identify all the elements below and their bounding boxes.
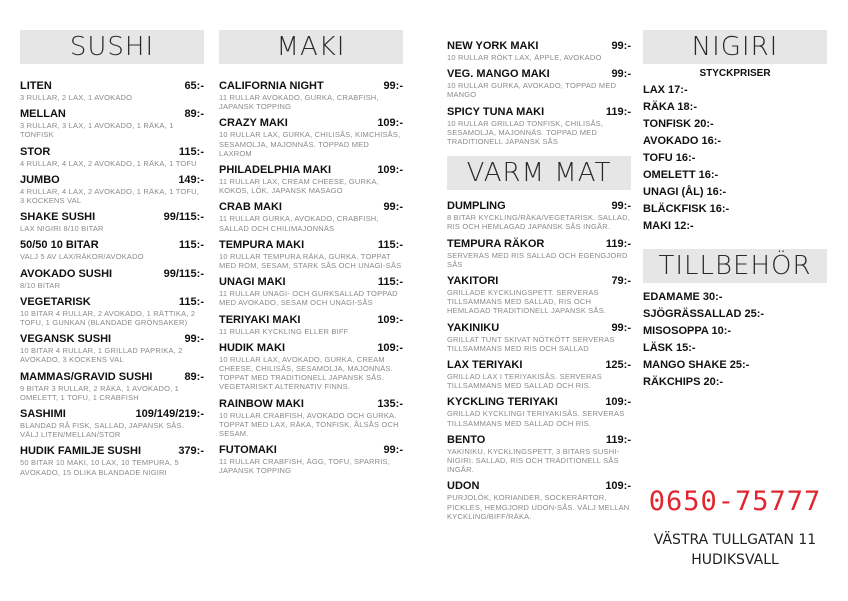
menu-item (447, 238, 631, 269)
maki-section (219, 30, 403, 476)
menu-item (219, 276, 403, 307)
menu-item-row (219, 80, 403, 93)
menu-item-row (20, 445, 204, 458)
nigiri-item: LAX 17:- (643, 84, 688, 96)
menu-item-description: GRILLAT TUNT SKIVAT NÖTKÖTT SERVERAS TILLSAMMANS MED RIS OCH SALLAD (447, 334, 615, 353)
menu-item (20, 296, 204, 327)
menu-item-description: 10 RULLAR LAX, GURKA, CHILISÅS, KIMCHISÅS, SESAMOLJA, MAJONNÄS. TOPPAD MED LAXROM (219, 130, 401, 158)
menu-item-name: 50/50 10 BITAR (20, 239, 99, 252)
nigiri-item: UNAGI (ÅL) 16:- (643, 186, 727, 198)
menu-item-price: 149:- (178, 173, 204, 186)
menu-item-price: 79:- (611, 275, 631, 288)
menu-item-row (20, 296, 204, 309)
menu-item (20, 211, 204, 233)
menu-item (20, 146, 204, 168)
varm-mat-list (447, 200, 631, 521)
menu-item-description: SERVERAS MED RIS SALLAD OCH EGENGJORD SÅS (447, 250, 628, 269)
tillbehor-item: SJÖGRÄSSALLAD 25:- (643, 308, 765, 320)
menu-item-name: UNAGI MAKI (219, 276, 286, 289)
menu-item-price: 99/115:- (163, 267, 204, 280)
menu-item-row (447, 238, 631, 251)
nigiri-item: OMELETT 16:- (643, 169, 719, 181)
menu-item-price: 115:- (178, 145, 204, 158)
menu-item-price: 89:- (184, 108, 204, 121)
menu-item-description: PURJOLÖK, KORIANDER, SOCKERÄRTOR, PICKLES, HEMGJORD UDON-SÅS. VÄLJ MELLAN KYCKLING/BIFF/RÄKA. (447, 493, 630, 521)
tillbehor-list (643, 289, 827, 391)
menu-item (219, 398, 403, 439)
nigiri-item: BLÄCKFISK 16:- (643, 203, 730, 215)
menu-item-row (219, 398, 403, 411)
menu-item-description: 10 RULLAR RÖKT LAX, ÄPPLE, AVOKADO (447, 53, 602, 62)
menu-item-row (20, 211, 204, 224)
menu-item-name: DUMPLING (447, 200, 506, 213)
menu-item-row (20, 239, 204, 252)
menu-item-row (447, 200, 631, 213)
menu-item (20, 268, 204, 290)
menu-item-price: 109/149/219:- (135, 408, 204, 421)
menu-item-row (219, 314, 403, 327)
menu-item-description: VALJ 5 AV LAX/RÄKOR/AVOKADO (20, 252, 144, 262)
nigiri-item: RÄKA 18:- (643, 101, 697, 113)
menu-item (20, 408, 204, 439)
maki-header: MAKI (219, 30, 403, 64)
tillbehor-item: RÄKCHIPS 20:- (643, 376, 724, 388)
menu-item-description: YAKINIKU, KYCKLINGSPETT, 3 BITARS SUSHI-NIGIRI. SALLAD, RIS OCH TRADITIONELL SÅS INGÅR. (447, 446, 620, 475)
tillbehor-item: LÄSK 15:- (643, 342, 696, 354)
menu-item-description: 4 RULLAR, 4 LAX, 2 AVOKADO, 1 RÄKA, 1 TOFU, 3 KOCKENS VAL (20, 186, 200, 206)
menu-item-description: 11 RULLAR AVOKADO, GURKA, CRABFISH, JAPANSK TOPPING (219, 93, 379, 112)
menu-item-price: 109:- (377, 313, 403, 326)
menu-item (20, 174, 204, 205)
menu-item-name: YAKITORI (447, 275, 499, 288)
menu-item (447, 106, 631, 147)
menu-item-price: 99:- (383, 444, 403, 457)
menu-item-row (219, 276, 403, 289)
menu-item-description: 8/10 BITAR (20, 280, 61, 290)
menu-item-name: JUMBO (20, 173, 60, 186)
varm-mat-header: VARM MAT (447, 156, 631, 190)
menu-item-description: 3 RULLAR, 2 LAX, 1 AVOKADO (20, 93, 133, 102)
address-street: VÄSTRA TULLGATAN 11 (653, 532, 817, 548)
menu-item-price: 109:- (605, 480, 631, 493)
menu-item-description: 50 BITAR 10 MAKI, 10 LAX, 10 TEMPURA, 5 AVOKADO, 15 OLIKA BLANDADE NIGIRI (20, 458, 179, 477)
menu-item-name: BENTO (447, 433, 486, 446)
menu-item-name: TERIYAKI MAKI (219, 313, 301, 326)
menu-item-row (219, 117, 403, 130)
menu-item-price: 109:- (605, 396, 631, 409)
menu-item-row (219, 201, 403, 214)
menu-item-row (20, 80, 204, 93)
nigiri-subtitle: STYCKPRISER (699, 68, 771, 79)
menu-item (219, 314, 403, 336)
menu-item-description: LAX NIGIRI 8/10 BITAR (20, 224, 104, 234)
menu-item (447, 359, 631, 390)
menu-item-name: SPICY TUNA MAKI (447, 105, 545, 118)
menu-item-name: MAMMAS/GRAVID SUSHI (20, 370, 153, 383)
menu-item-price: 99:- (383, 80, 403, 92)
sushi-list (20, 80, 204, 477)
menu-item (219, 164, 403, 195)
menu-item-description: 8 BITAR KYCKLING/RÄKA/VEGETARISK. SALLAD, RIS OCH HEMLAGAD JAPANSK SÅS INGÅR. (447, 213, 630, 232)
menu-item-price: 109:- (377, 117, 403, 130)
menu-item (447, 40, 631, 62)
menu-item-row (447, 480, 631, 493)
menu-item-name: MELLAN (20, 108, 66, 121)
menu-item-row (20, 268, 204, 281)
menu-item-description: 10 RULLAR CRABFISH, AVOKADO OCH GURKA. TOPPAT MED LAX, RÄKA, TONFISK, ÅLSÅS OCH SESAM. (219, 410, 399, 439)
menu-item (219, 117, 403, 158)
menu-item-name: TEMPURA RÄKOR (447, 237, 545, 250)
menu-item-name: LAX TERIYAKI (447, 359, 523, 372)
menu-item-row (20, 408, 204, 421)
menu-item-name: HUDIK MAKI (219, 341, 285, 354)
menu-item-row (20, 333, 204, 346)
tillbehor-header: TILLBEHÖR (643, 249, 827, 283)
nigiri-item: TOFU 16:- (643, 152, 696, 164)
menu-item-price: 65:- (184, 80, 204, 92)
menu-item-name: NEW YORK MAKI (447, 40, 539, 52)
menu-item-description: 10 RULLAR GURKA, AVOKADO, TOPPAD MED MANGO (447, 81, 617, 100)
column-four (643, 30, 827, 391)
menu-item-price: 99:- (383, 201, 403, 214)
menu-item-price: 99/115:- (163, 211, 204, 224)
menu-item-row (219, 444, 403, 457)
maki-list (219, 80, 403, 476)
menu-item (447, 275, 631, 316)
menu-item (447, 68, 631, 99)
menu-item-price: 115:- (178, 295, 204, 308)
nigiri-header: NIGIRI (643, 30, 827, 64)
menu-item-price: 379:- (178, 445, 204, 458)
menu-item-name: LITEN (20, 80, 52, 92)
menu-item-name: CALIFORNIA NIGHT (219, 80, 324, 92)
nigiri-item: MAKI 12:- (643, 220, 694, 232)
menu-item-description: GRILLAD LAX I TERIYAKISÅS. SERVERAS TILLSAMMANS MED SALLAD OCH RIS. (447, 372, 602, 391)
menu-item-price: 115:- (178, 239, 204, 252)
menu-item-row (447, 275, 631, 288)
menu-item (447, 396, 631, 427)
menu-item (447, 322, 631, 353)
nigiri-list (643, 82, 827, 235)
menu-item-price: 99:- (611, 321, 631, 334)
tillbehor-item: MISOSOPPA 10:- (643, 325, 732, 337)
menu-item-name: CRAB MAKI (219, 201, 282, 214)
nigiri-item: AVOKADO 16:- (643, 135, 722, 147)
sushi-section (20, 30, 204, 477)
menu-item-name: YAKINIKU (447, 321, 500, 334)
menu-item (219, 444, 403, 475)
address-city: HUDIKSVALL (691, 552, 779, 568)
menu-item-price: 99:- (611, 200, 631, 213)
menu-item-row (447, 434, 631, 447)
menu-item-price: 109:- (377, 164, 403, 177)
menu-item (20, 108, 204, 139)
menu-item-name: TEMPURA MAKI (219, 238, 305, 251)
menu-item (447, 434, 631, 475)
menu-item-description: 10 RULLAR LAX, AVOKADO, GURKA, CREAM CHEESE, CHILISÅS, SESAMOLJA, MAJONNÄS. TOPPAT MED TRADITIONELL JAPANSK SÅS. VEGETARISKT ALTERNATIV FINNS. (219, 354, 393, 392)
address (643, 530, 827, 570)
menu-item (20, 445, 204, 476)
menu-item-name: KYCKLING TERIYAKI (447, 396, 558, 409)
menu-item-row (219, 342, 403, 355)
menu-item-description: BLANDAD RÅ FISK, SALLAD, JAPANSK SÅS. VÄLJ LITEN/MELLAN/STOR (20, 421, 184, 440)
menu-item-price: 99:- (611, 40, 631, 52)
menu-item (447, 200, 631, 231)
menu-item-row (447, 40, 631, 53)
menu-item-price: 119:- (605, 237, 631, 250)
menu-item-price: 119:- (605, 433, 631, 446)
menu-item-name: VEG. MANGO MAKI (447, 68, 550, 81)
menu-item (219, 80, 403, 111)
menu-item-price: 89:- (184, 370, 204, 383)
menu-item-row (20, 146, 204, 159)
menu-item-row (447, 106, 631, 119)
menu-item (20, 80, 204, 102)
menu-item-description: GRILLAD KYCKLINGI TERIYAKISÅS. SERVERAS TILLSAMMANS MED SALLAD OCH RIS. (447, 409, 625, 428)
menu-item-price: 125:- (605, 359, 631, 372)
menu-item-name: VEGANSK SUSHI (20, 333, 112, 346)
menu-item (447, 480, 631, 521)
menu-item-name: STOR (20, 145, 51, 158)
menu-item-price: 119:- (605, 105, 631, 118)
menu-item-name: VEGETARISK (20, 295, 91, 308)
nigiri-item: TONFISK 20:- (643, 118, 714, 130)
menu-item (20, 333, 204, 364)
phone-number[interactable]: 0650-75777 (648, 486, 822, 517)
menu-item-price: 115:- (377, 276, 403, 289)
menu-item-price: 99:- (184, 333, 204, 346)
menu-item (219, 239, 403, 270)
menu-item-name: CRAZY MAKI (219, 117, 288, 130)
menu-item-price: 115:- (377, 238, 403, 251)
menu-item-name: FUTOMAKI (219, 444, 277, 457)
menu-item-description: 11 RULLAR UNAGI- OCH GURKSALLAD TOPPAD MED AVOKADO, SESAM OCH UNAGI-SÅS (219, 289, 398, 308)
menu-item-description: 11 RULLAR LAX, CREAM CHEESE, GURKA, KOKOS, LÖK, JAPANSK MASAGO (219, 177, 379, 196)
menu-item-description: 10 BITAR 4 RULLAR, 1 GRILLAD PAPRIKA, 2 AVOKADO, 3 KOCKENS VAL (20, 346, 183, 365)
menu-item-row (219, 164, 403, 177)
menu-item-description: 10 BITAR 4 RULLAR, 2 AVOKADO, 1 RÄTTIKA, 2 TOFU, 1 GUNKAN (BLANDADE GRÖNSAKER) (20, 308, 196, 328)
menu-item-price: 109:- (377, 341, 403, 354)
menu-item-row (20, 174, 204, 187)
menu-item-name: UDON (447, 480, 480, 493)
menu-item-description: 11 RULLAR CRABFISH, ÄGG, TOFU, SPARRIS, JAPANSK TOPPING (219, 457, 391, 476)
menu-item-description: 3 RULLAR, 3 LAX, 1 AVOKADO, 1 RÄKA, 1 TONFISK (20, 121, 174, 140)
menu-item-name: AVOKADO SUSHI (20, 267, 113, 280)
menu-item (219, 201, 403, 232)
menu-item-row (447, 68, 631, 81)
menu-item-row (20, 108, 204, 121)
menu-item-row (219, 239, 403, 252)
menu-item-description: 9 BITAR 3 RULLAR, 2 RÄKA, 1 AVOKADO, 1 OMELETT, 1 TOFU, 1 CRABFISH (20, 383, 180, 402)
menu-item-price: 99:- (611, 68, 631, 81)
menu-item-description: 11 RULLAR GURKA, AVOKADO, CRABFISH, SALLAD OCH CHILIMAJONNÄS (219, 214, 379, 233)
menu-item-row (447, 396, 631, 409)
menu-item (20, 371, 204, 402)
menu-item-description: 10 RULLAR TEMPURA RÄKA, GURKA. TOPPAT MED ROM, SESAM, STARK SÅS OCH UNAGI-SÅS (219, 251, 402, 271)
sushi-header: SUSHI (20, 30, 204, 64)
menu-item-description: GRILLADE KYCKLINGSPETT. SERVERAS TILLSAMMANS MED SALLAD, RIS OCH HEMLAGAD TRADITIONELL JAPANSK SÅS. (447, 288, 607, 316)
maki-continued-list (447, 40, 631, 146)
menu-item (20, 239, 204, 261)
menu-item-name: PHILADELPHIA MAKI (219, 164, 332, 177)
menu-item-description: 4 RULLAR, 4 LAX, 2 AVOKADO, 1 RÄKA, 1 TOFU (20, 158, 197, 168)
menu-item-price: 135:- (377, 397, 403, 410)
menu-item-description: 11 RULLAR KYCKLING ELLER BIFF (219, 326, 349, 336)
menu-item-row (447, 359, 631, 372)
tillbehor-item: EDAMAME 30:- (643, 291, 723, 303)
menu-item-name: RAINBOW MAKI (219, 397, 304, 410)
menu-item-name: HUDIK FAMILJE SUSHI (20, 445, 142, 458)
menu-item-description: 10 RULLAR GRILLAD TONFISK, CHILISÅS, SESAMOLJA, MAJONNÄS. TOPPAD MED TRADITIONELL JAPANSK SÅS (447, 118, 604, 147)
menu-item-row (20, 371, 204, 384)
menu-item (219, 342, 403, 392)
menu-item-row (447, 322, 631, 335)
menu-item-name: SHAKE SUSHI (20, 211, 96, 224)
column-three (447, 34, 631, 521)
tillbehor-item: MANGO SHAKE 25:- (643, 359, 750, 371)
menu-item-name: SASHIMI (20, 408, 66, 421)
